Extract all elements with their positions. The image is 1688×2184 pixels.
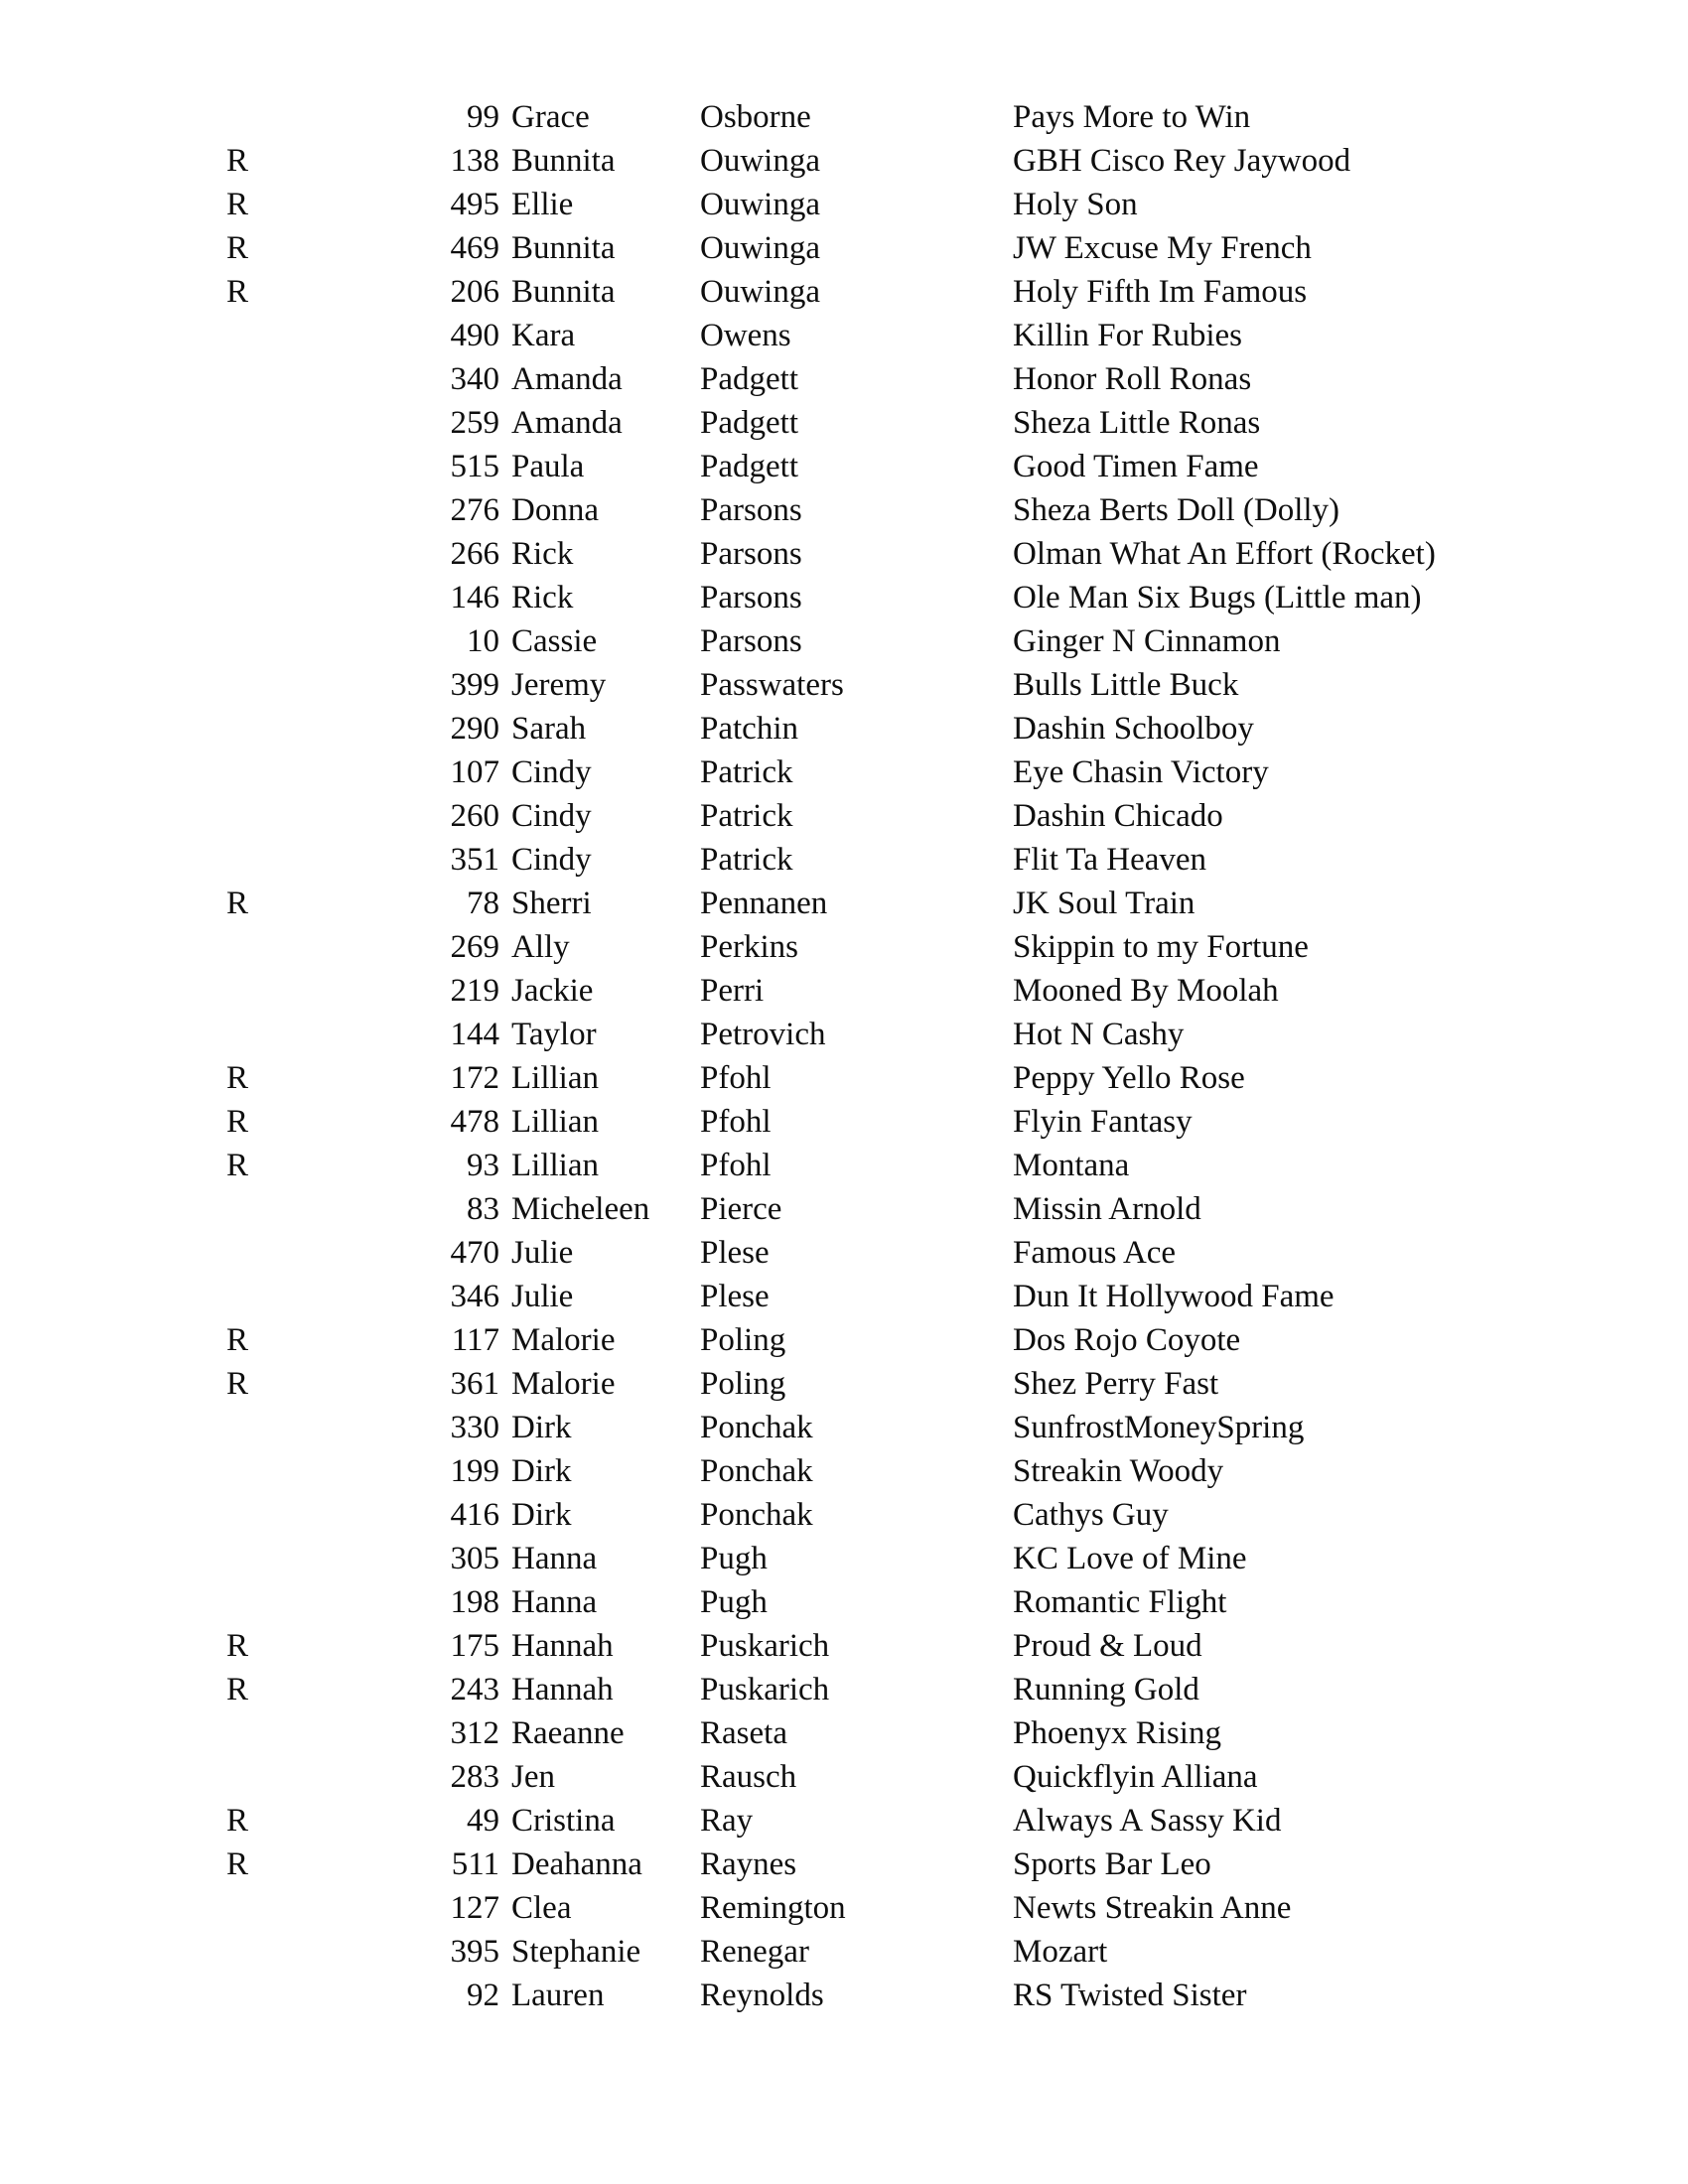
entry-number: 495 [450, 187, 499, 222]
rider-first-name: Sherri [511, 886, 592, 921]
entry-row [0, 445, 1688, 488]
rookie-flag [0, 576, 273, 619]
rider-first-name: Raeanne [511, 1715, 625, 1751]
rookie-flag [0, 619, 273, 663]
rider-last-name: Osborne [700, 99, 811, 135]
rookie-flag [0, 707, 273, 751]
rider-first-name: Malorie [511, 1322, 616, 1358]
rider-last-name: Pfohl [700, 1060, 772, 1096]
entry-number: 515 [450, 449, 499, 484]
rookie-flag [0, 1406, 273, 1449]
entry-row [0, 532, 1688, 576]
horse-name: Montana [1013, 1148, 1130, 1183]
horse-name: Famous Ace [1013, 1235, 1177, 1271]
entry-number: 351 [450, 842, 499, 878]
rider-last-name: Parsons [700, 580, 802, 615]
rider-last-name: Perri [700, 973, 765, 1009]
entry-number: 395 [450, 1934, 499, 1970]
rookie-flag [0, 1493, 273, 1537]
entry-number: 469 [450, 230, 499, 266]
entry-row [0, 1493, 1688, 1537]
rider-first-name: Micheleen [511, 1191, 650, 1227]
horse-name: Always A Sassy Kid [1013, 1803, 1282, 1839]
entry-number: 276 [450, 492, 499, 528]
entry-row [0, 401, 1688, 445]
rider-last-name: Padgett [700, 361, 798, 397]
entry-number: 117 [451, 1322, 499, 1358]
rookie-flag: R [226, 1672, 249, 1707]
rider-last-name: Patrick [700, 842, 793, 878]
rider-first-name: Cassie [511, 623, 598, 659]
horse-name: Shez Perry Fast [1013, 1366, 1219, 1402]
rider-last-name: Padgett [700, 449, 798, 484]
horse-name: Mozart [1013, 1934, 1108, 1970]
entry-number: 340 [450, 361, 499, 397]
entry-row [0, 270, 1688, 314]
rider-last-name: Puskarich [700, 1672, 830, 1707]
rookie-flag [0, 357, 273, 401]
entry-number: 93 [467, 1148, 499, 1183]
entry-number: 146 [450, 580, 499, 615]
rider-first-name: Dirk [511, 1497, 572, 1533]
entry-number: 478 [450, 1104, 499, 1140]
entry-row [0, 1187, 1688, 1231]
rider-last-name: Pugh [700, 1584, 768, 1620]
rider-last-name: Parsons [700, 536, 802, 572]
rider-last-name: Raseta [700, 1715, 787, 1751]
rider-last-name: Ouwinga [700, 230, 820, 266]
rider-last-name: Renegar [700, 1934, 809, 1970]
rookie-flag [0, 1187, 273, 1231]
rider-first-name: Lillian [511, 1104, 599, 1140]
rookie-flag [0, 1275, 273, 1318]
entry-number: 259 [450, 405, 499, 441]
rider-last-name: Pierce [700, 1191, 782, 1227]
entry-row [0, 1362, 1688, 1406]
rider-first-name: Lauren [511, 1978, 605, 2013]
entry-number: 416 [450, 1497, 499, 1533]
rookie-flag [0, 488, 273, 532]
rider-last-name: Pfohl [700, 1104, 772, 1140]
entry-row [0, 1449, 1688, 1493]
horse-name: Peppy Yello Rose [1013, 1060, 1245, 1096]
horse-name: Phoenyx Rising [1013, 1715, 1221, 1751]
entry-number: 10 [467, 623, 499, 659]
rider-last-name: Plese [700, 1279, 770, 1314]
rider-first-name: Dirk [511, 1410, 572, 1445]
rookie-flag: R [226, 1846, 249, 1882]
entry-number: 511 [451, 1846, 499, 1882]
rookie-flag: R [226, 230, 249, 266]
entry-number: 312 [450, 1715, 499, 1751]
entry-number: 243 [450, 1672, 499, 1707]
entry-row [0, 619, 1688, 663]
rookie-flag [0, 1886, 273, 1930]
entry-number: 283 [450, 1759, 499, 1795]
rider-first-name: Sarah [511, 711, 587, 747]
entry-number: 144 [450, 1017, 499, 1052]
horse-name: Eye Chasin Victory [1013, 754, 1269, 790]
entry-row [0, 576, 1688, 619]
rider-last-name: Owens [700, 318, 791, 353]
rider-first-name: Ally [511, 929, 570, 965]
rider-last-name: Perkins [700, 929, 798, 965]
rider-last-name: Ouwinga [700, 143, 820, 179]
entry-number: 127 [450, 1890, 499, 1926]
rider-first-name: Cindy [511, 754, 592, 790]
rider-last-name: Puskarich [700, 1628, 830, 1664]
rider-last-name: Poling [700, 1366, 786, 1402]
rider-first-name: Stephanie [511, 1934, 641, 1970]
rookie-flag [0, 1755, 273, 1799]
rider-first-name: Ellie [511, 187, 574, 222]
entry-number: 346 [450, 1279, 499, 1314]
entry-number: 172 [450, 1060, 499, 1096]
rookie-flag [0, 1231, 273, 1275]
entry-number: 199 [450, 1453, 499, 1489]
horse-name: Bulls Little Buck [1013, 667, 1239, 703]
rider-first-name: Dirk [511, 1453, 572, 1489]
rider-first-name: Donna [511, 492, 599, 528]
rider-last-name: Ouwinga [700, 274, 820, 310]
rider-last-name: Ponchak [700, 1497, 813, 1533]
rider-first-name: Hanna [511, 1584, 598, 1620]
rider-first-name: Rick [511, 536, 574, 572]
rookie-flag [0, 838, 273, 882]
entry-row [0, 139, 1688, 183]
rookie-flag [0, 314, 273, 357]
horse-name: Dun It Hollywood Fame [1013, 1279, 1335, 1314]
rider-first-name: Taylor [511, 1017, 597, 1052]
entry-number: 266 [450, 536, 499, 572]
entry-row [0, 1930, 1688, 1974]
entry-row [0, 488, 1688, 532]
rookie-flag [0, 1537, 273, 1580]
horse-name: Newts Streakin Anne [1013, 1890, 1292, 1926]
horse-name: Dashin Chicado [1013, 798, 1223, 834]
rookie-flag: R [226, 1366, 249, 1402]
rider-last-name: Ray [700, 1803, 754, 1839]
rider-last-name: Plese [700, 1235, 770, 1271]
entry-number: 92 [467, 1978, 499, 2013]
entry-number: 175 [450, 1628, 499, 1664]
entry-row [0, 1275, 1688, 1318]
horse-name: Mooned By Moolah [1013, 973, 1279, 1009]
rookie-flag [0, 532, 273, 576]
entry-number: 78 [467, 886, 499, 921]
horse-name: GBH Cisco Rey Jaywood [1013, 143, 1351, 179]
rider-last-name: Reynolds [700, 1978, 824, 2013]
horse-name: SunfrostMoneySpring [1013, 1410, 1305, 1445]
rookie-flag: R [226, 274, 249, 310]
rider-last-name: Ponchak [700, 1453, 813, 1489]
rider-first-name: Cristina [511, 1803, 616, 1839]
rider-first-name: Amanda [511, 405, 623, 441]
rider-last-name: Patrick [700, 754, 793, 790]
rider-last-name: Ponchak [700, 1410, 813, 1445]
entry-number: 99 [467, 99, 499, 135]
rider-first-name: Malorie [511, 1366, 616, 1402]
horse-name: RS Twisted Sister [1013, 1978, 1247, 2013]
entry-row [0, 1013, 1688, 1056]
rider-last-name: Patchin [700, 711, 798, 747]
rider-first-name: Hannah [511, 1628, 614, 1664]
entry-row [0, 1974, 1688, 2017]
rider-first-name: Hanna [511, 1541, 598, 1576]
rider-first-name: Cindy [511, 798, 592, 834]
horse-name: Sports Bar Leo [1013, 1846, 1211, 1882]
horse-name: Sheza Berts Doll (Dolly) [1013, 492, 1340, 528]
entry-row [0, 1406, 1688, 1449]
entry-number: 206 [450, 274, 499, 310]
entry-row [0, 1056, 1688, 1100]
entry-number: 198 [450, 1584, 499, 1620]
rookie-flag [0, 1711, 273, 1755]
rookie-flag [0, 663, 273, 707]
entry-row [0, 1668, 1688, 1711]
entry-number: 330 [450, 1410, 499, 1445]
horse-name: Ole Man Six Bugs (Little man) [1013, 580, 1422, 615]
entry-row [0, 226, 1688, 270]
horse-name: Holy Fifth Im Famous [1013, 274, 1308, 310]
rider-last-name: Petrovich [700, 1017, 826, 1052]
entry-row [0, 1318, 1688, 1362]
entry-row [0, 794, 1688, 838]
rider-first-name: Jeremy [511, 667, 607, 703]
entry-row [0, 1231, 1688, 1275]
rider-last-name: Rausch [700, 1759, 797, 1795]
entry-row [0, 1755, 1688, 1799]
rookie-flag: R [226, 1104, 249, 1140]
rookie-flag [0, 969, 273, 1013]
horse-name: Proud & Loud [1013, 1628, 1202, 1664]
horse-name: Quickflyin Alliana [1013, 1759, 1258, 1795]
rider-first-name: Deahanna [511, 1846, 642, 1882]
rider-first-name: Cindy [511, 842, 592, 878]
entry-number: 219 [450, 973, 499, 1009]
entry-number: 470 [450, 1235, 499, 1271]
rookie-flag: R [226, 1148, 249, 1183]
entry-row [0, 882, 1688, 925]
entry-row [0, 95, 1688, 139]
rookie-flag [0, 1974, 273, 2017]
rider-first-name: Lillian [511, 1148, 599, 1183]
entry-number: 260 [450, 798, 499, 834]
entry-row [0, 1100, 1688, 1144]
rider-first-name: Clea [511, 1890, 572, 1926]
rookie-flag [0, 925, 273, 969]
horse-name: Running Gold [1013, 1672, 1199, 1707]
entry-row [0, 314, 1688, 357]
horse-name: JK Soul Train [1013, 886, 1196, 921]
rider-last-name: Parsons [700, 492, 802, 528]
rookie-flag: R [226, 1322, 249, 1358]
horse-name: Skippin to my Fortune [1013, 929, 1309, 965]
rider-last-name: Remington [700, 1890, 846, 1926]
entry-number: 490 [450, 318, 499, 353]
rider-first-name: Jen [511, 1759, 555, 1795]
rider-last-name: Padgett [700, 405, 798, 441]
horse-name: Sheza Little Ronas [1013, 405, 1261, 441]
rider-last-name: Pfohl [700, 1148, 772, 1183]
entry-row [0, 751, 1688, 794]
rookie-flag [0, 445, 273, 488]
horse-name: Holy Son [1013, 187, 1138, 222]
entry-number: 269 [450, 929, 499, 965]
entry-row [0, 838, 1688, 882]
entry-row [0, 969, 1688, 1013]
horse-name: Pays More to Win [1013, 99, 1251, 135]
entry-row [0, 357, 1688, 401]
rider-last-name: Pugh [700, 1541, 768, 1576]
horse-name: KC Love of Mine [1013, 1541, 1247, 1576]
entry-row [0, 1711, 1688, 1755]
horse-name: Honor Roll Ronas [1013, 361, 1252, 397]
rider-first-name: Julie [511, 1279, 574, 1314]
rider-last-name: Patrick [700, 798, 793, 834]
entry-row [0, 1843, 1688, 1886]
entry-number: 399 [450, 667, 499, 703]
horse-name: Killin For Rubies [1013, 318, 1243, 353]
entry-number: 361 [450, 1366, 499, 1402]
rider-first-name: Bunnita [511, 274, 616, 310]
horse-name: Dashin Schoolboy [1013, 711, 1254, 747]
horse-name: Flyin Fantasy [1013, 1104, 1193, 1140]
entry-row [0, 925, 1688, 969]
rookie-flag: R [226, 886, 249, 921]
entry-row [0, 1624, 1688, 1668]
entry-row [0, 183, 1688, 226]
entry-row [0, 1580, 1688, 1624]
rookie-flag: R [226, 143, 249, 179]
rookie-flag [0, 1930, 273, 1974]
rider-last-name: Passwaters [700, 667, 844, 703]
horse-name: Hot N Cashy [1013, 1017, 1185, 1052]
rookie-flag: R [226, 1803, 249, 1839]
rider-last-name: Poling [700, 1322, 786, 1358]
entry-number: 138 [450, 143, 499, 179]
entry-row [0, 663, 1688, 707]
rookie-flag [0, 1449, 273, 1493]
rookie-flag [0, 95, 273, 139]
horse-name: Romantic Flight [1013, 1584, 1227, 1620]
rider-first-name: Julie [511, 1235, 574, 1271]
rookie-flag: R [226, 187, 249, 222]
horse-name: Ginger N Cinnamon [1013, 623, 1281, 659]
rider-first-name: Rick [511, 580, 574, 615]
horse-name: Dos Rojo Coyote [1013, 1322, 1241, 1358]
rider-last-name: Ouwinga [700, 187, 820, 222]
horse-name: Cathys Guy [1013, 1497, 1169, 1533]
rider-last-name: Parsons [700, 623, 802, 659]
entry-number: 49 [467, 1803, 499, 1839]
horse-name: Good Timen Fame [1013, 449, 1259, 484]
entry-row [0, 1144, 1688, 1187]
entry-row [0, 1537, 1688, 1580]
horse-name: Missin Arnold [1013, 1191, 1201, 1227]
entry-number: 290 [450, 711, 499, 747]
rider-first-name: Paula [511, 449, 585, 484]
rider-first-name: Amanda [511, 361, 623, 397]
rookie-flag [0, 794, 273, 838]
horse-name: Olman What An Effort (Rocket) [1013, 536, 1436, 572]
rookie-flag [0, 401, 273, 445]
entry-number: 107 [450, 754, 499, 790]
horse-name: Streakin Woody [1013, 1453, 1224, 1489]
rookie-flag [0, 751, 273, 794]
entry-number: 83 [467, 1191, 499, 1227]
rookie-flag [0, 1580, 273, 1624]
rider-first-name: Hannah [511, 1672, 614, 1707]
rider-first-name: Grace [511, 99, 590, 135]
rookie-flag: R [226, 1628, 249, 1664]
entry-row [0, 1799, 1688, 1843]
rider-first-name: Bunnita [511, 230, 616, 266]
rider-first-name: Lillian [511, 1060, 599, 1096]
rider-last-name: Raynes [700, 1846, 797, 1882]
entry-row [0, 707, 1688, 751]
rider-first-name: Bunnita [511, 143, 616, 179]
entry-number: 305 [450, 1541, 499, 1576]
horse-name: Flit Ta Heaven [1013, 842, 1207, 878]
rookie-flag [0, 1013, 273, 1056]
horse-name: JW Excuse My French [1013, 230, 1312, 266]
entry-row [0, 1886, 1688, 1930]
rider-first-name: Jackie [511, 973, 594, 1009]
rookie-flag: R [226, 1060, 249, 1096]
rider-last-name: Pennanen [700, 886, 828, 921]
rider-first-name: Kara [511, 318, 576, 353]
